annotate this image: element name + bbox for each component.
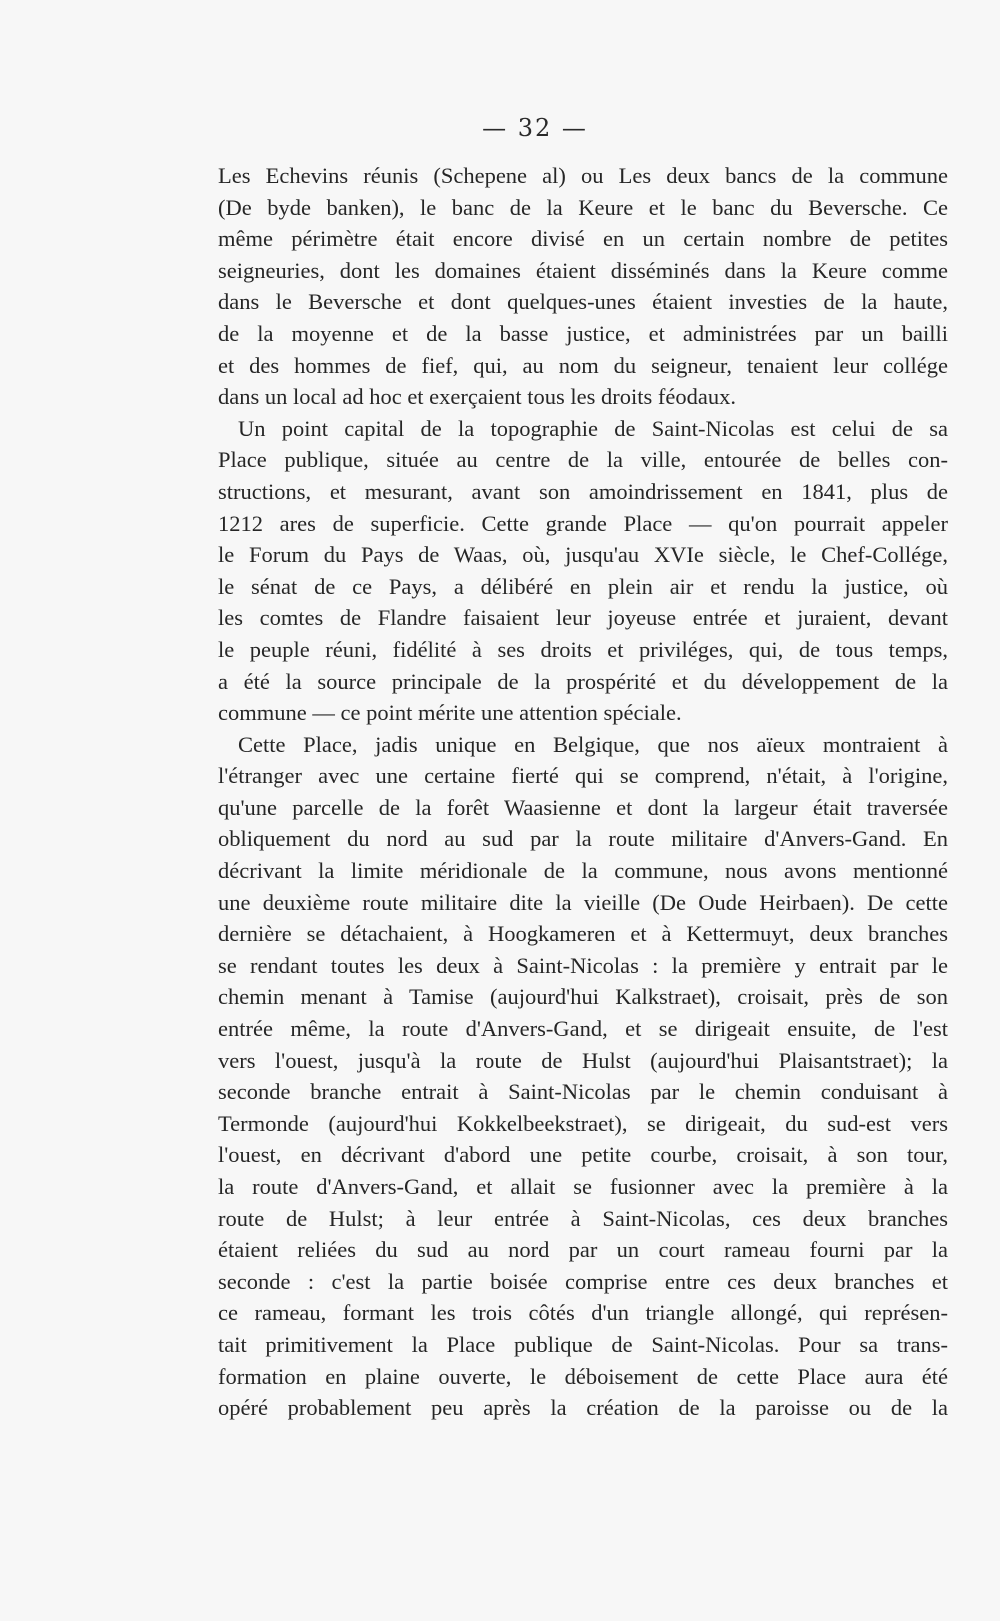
- body-text: [218, 160, 948, 1424]
- text-line: obliquement du nord au sud par la route militaire d'Anvers-Gand. En: [218, 826, 948, 852]
- text-line: seconde : c'est la partie boisée comprise entre ces deux branches et: [218, 1268, 948, 1294]
- text-line: se rendant toutes les deux à Saint-Nicolas : la première y entrait par le: [218, 952, 948, 978]
- paragraph-start-line: Cette Place, jadis unique en Belgique, que nos aïeux montraient à: [238, 731, 948, 757]
- text-line: formation en plaine ouverte, le déboisement de cette Place aura été: [218, 1363, 948, 1389]
- text-line: le peuple réuni, fidélité à ses droits et priviléges, qui, de tous temps,: [218, 636, 948, 662]
- text-line: et des hommes de fief, qui, au nom du seigneur, tenaient leur collége: [218, 352, 948, 378]
- text-line: dernière se détachaient, à Hoogkameren et à Kettermuyt, deux branches: [218, 921, 948, 947]
- text-line: même périmètre était encore divisé en un certain nombre de petites: [218, 226, 948, 252]
- text-line: structions, et mesurant, avant son amoindrissement en 1841, plus de: [218, 478, 948, 504]
- text-line: tait primitivement la Place publique de Saint-Nicolas. Pour sa trans-: [218, 1331, 948, 1357]
- text-line: dans le Beversche et dont quelques-unes étaient investies de la haute,: [218, 289, 948, 315]
- text-line: opéré probablement peu après la création de la paroisse ou de la: [218, 1395, 948, 1421]
- text-line: dans un local ad hoc et exerçaient tous les droits féodaux.: [218, 384, 736, 410]
- text-line: le Forum du Pays de Waas, où, jusqu'au XVIe siècle, le Chef-Collége,: [218, 542, 948, 568]
- text-line: Termonde (aujourd'hui Kokkelbeekstraet), se dirigeait, du sud-est vers: [218, 1110, 948, 1136]
- text-line: Les Echevins réunis (Schepene al) ou Les deux bancs de la commune: [218, 163, 948, 188]
- text-line: seigneuries, dont les domaines étaient disséminés dans la Keure comme: [218, 257, 948, 283]
- text-line: de la moyenne et de la basse justice, et administrées par un bailli: [218, 320, 948, 346]
- text-line: 1212 ares de superficie. Cette grande Place — qu'on pourrait appeler: [218, 510, 948, 536]
- text-line: une deuxième route militaire dite la vieille (De Oude Heirbaen). De cette: [218, 889, 948, 915]
- text-line: route de Hulst; à leur entrée à Saint-Nicolas, ces deux branches: [218, 1205, 948, 1231]
- text-line: Place publique, située au centre de la ville, entourée de belles con-: [218, 447, 948, 473]
- text-line: entrée même, la route d'Anvers-Gand, et se dirigeait ensuite, de l'est: [218, 1016, 948, 1042]
- paragraph-start-line: Un point capital de la topographie de Saint-Nicolas est celui de sa: [238, 415, 948, 441]
- text-line: étaient reliées du sud au nord par un court rameau fourni par la: [218, 1237, 948, 1263]
- text-line: qu'une parcelle de la forêt Waasienne et dont la largeur était traversée: [218, 794, 948, 820]
- text-line: l'ouest, en décrivant d'abord une petite courbe, croisait, à son tour,: [218, 1142, 948, 1168]
- text-line: chemin menant à Tamise (aujourd'hui Kalkstraet), croisait, près de son: [218, 984, 948, 1010]
- text-line: l'étranger avec une certaine fierté qui se comprend, n'était, à l'origine,: [218, 763, 948, 789]
- text-line: (De byde banken), le banc de la Keure et le banc du Beversche. Ce: [218, 194, 948, 220]
- text-line: les comtes de Flandre faisaient leur joyeuse entrée et juraient, devant: [218, 605, 948, 631]
- text-line: la route d'Anvers-Gand, et allait se fusionner avec la première à la: [218, 1174, 948, 1199]
- text-line: décrivant la limite méridionale de la commune, nous avons mentionné: [218, 858, 948, 884]
- page-number: — 32 —: [482, 114, 588, 142]
- text-line: seconde branche entrait à Saint-Nicolas par le chemin conduisant à: [218, 1079, 948, 1105]
- text-line: ce rameau, formant les trois côtés d'un triangle allongé, qui représen-: [218, 1300, 948, 1326]
- text-line: a été la source principale de la prospérité et du développement de la: [218, 668, 948, 694]
- text-line: le sénat de ce Pays, a délibéré en plein air et rendu la justice, où: [218, 573, 948, 599]
- text-line: vers l'ouest, jusqu'à la route de Hulst (aujourd'hui Plaisantstraet); la: [218, 1047, 948, 1073]
- text-line: commune — ce point mérite une attention spéciale.: [218, 700, 682, 726]
